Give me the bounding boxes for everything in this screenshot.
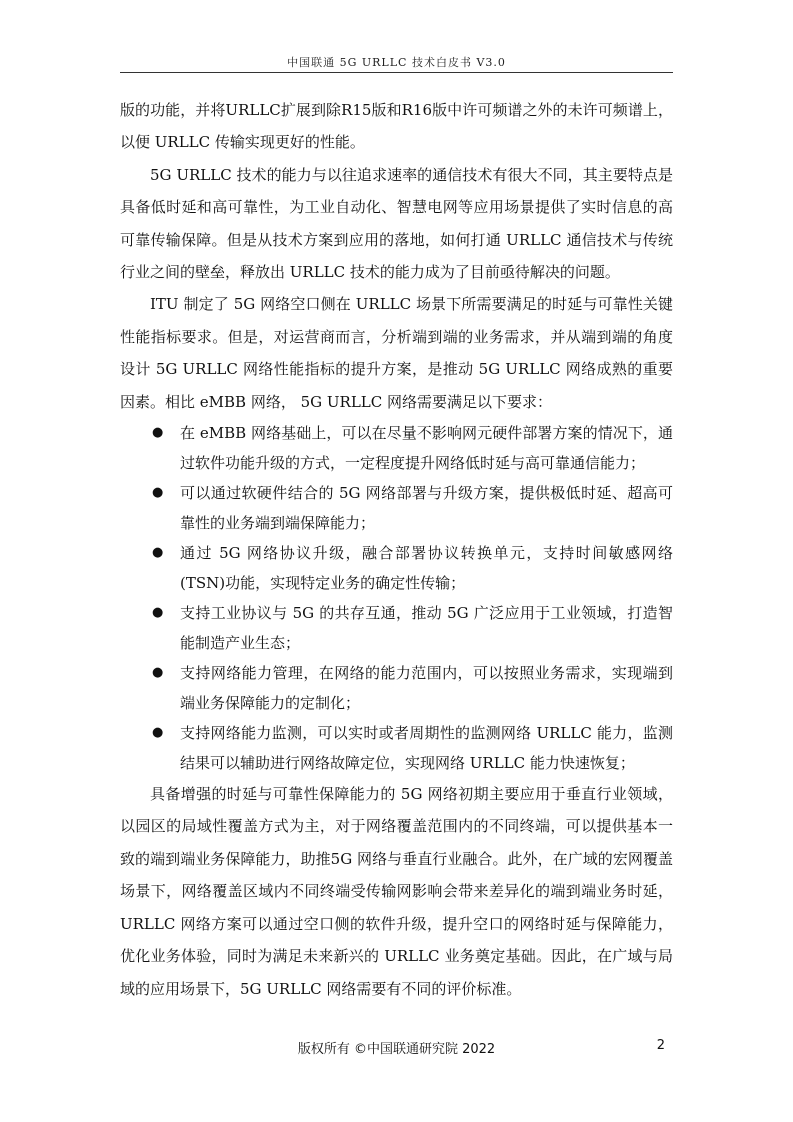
list-item [120,478,673,538]
paragraph-conclusion: 具备增强的时延与可靠性保障能力的 5G 网络初期主要应用于垂直行业领域，以园区的局域性覆盖方式为主，对于网络覆盖范围内的不同终端，可以提供基本一致的端到端业务保障能力，助推5G 网络与垂直行业融合。此外，在广域的宏网覆盖场景下，网络覆盖区域内不同终端受传输网影响会带来差异化的端到端业务时延，URLLC 网络方案可以通过空口侧的软件升级，提升空口的网络时延与保障能力，优化业务体验，同时为满足未来新兴的 URLLC 业务奠定基础。因此，在广域与局域的应用场景下，5G URLLC 网络需要有不同的评价标准。 [120,785,673,998]
document-body [120,94,673,1005]
paragraph-urllc-capability: 5G URLLC 技术的能力与以往追求速率的通信技术有很大不同，其主要特点是具备低时延和高可靠性，为工业自动化、智慧电网等应用场景提供了实时信息的高可靠传输保障。但是从技术方案到应用的落地，如何打通 URLLC 通信技术与传统行业之间的壁垒，释放出 URLLC 技术的能力成为了目前亟待解决的问题。 [120,165,673,282]
list-item-text: 通过 5G 网络协议升级，融合部署协议转换单元，支持时间敏感网络(TSN)功能，实现特定业务的确定性传输； [180,544,673,593]
list-item-text: 支持网络能力监测，可以实时或者周期性的监测网络 URLLC 能力，监测结果可以辅助进行网络故障定位，实现网络 URLLC 能力快速恢复； [180,724,673,773]
page-footer [120,1038,673,1058]
list-item [120,538,673,598]
bullet-icon: ● [152,425,164,441]
list-item [120,658,673,718]
bullet-icon: ● [152,725,164,741]
paragraph-itu-requirements: ITU 制定了 5G 网络空口侧在 URLLC 场景下所需要满足的时延与可靠性关键性能指标要求。但是，对运营商而言，分析端到端的业务需求，并从端到端的角度设计 5G URLLC 网络性能指标的提升方案，是推动 5G URLLC 网络成熟的重要因素。相比 eMBB 网络， 5G URLLC 网络需要满足以下要求： [120,295,673,411]
list-item-text: 在 eMBB 网络基础上，可以在尽量不影响网元硬件部署方案的情况下，通过软件功能升级的方式，一定程度提升网络低时延与高可靠通信能力； [180,424,673,473]
list-item-text: 支持网络能力管理，在网络的能力范围内，可以按照业务需求，实现端到端业务保障能力的定制化； [180,664,673,713]
list-item [120,418,673,478]
list-item-text: 支持工业协议与 5G 的共存互通，推动 5G 广泛应用于工业领域，打造智能制造产业生态； [180,604,673,653]
bullet-icon: ● [152,545,164,561]
page-header-title: 中国联通 5G URLLC 技术白皮书 V3.0 [287,56,506,69]
page-number: 2 [656,1038,665,1053]
footer-copyright: 版权所有 ©中国联通研究院 2022 [297,1042,496,1057]
requirements-list [120,418,673,778]
list-item [120,598,673,658]
bullet-icon: ● [152,605,164,621]
list-item-text: 可以通过软硬件结合的 5G 网络部署与升级方案，提供极低时延、超高可靠性的业务端到端保障能力； [180,484,673,533]
paragraph-continuation: 版的功能，并将URLLC扩展到除R15版和R16版中许可频谱之外的未许可频谱上，以便 URLLC 传输实现更好的性能。 [120,101,673,152]
bullet-icon: ● [152,665,164,681]
bullet-icon: ● [152,485,164,501]
header-divider [120,72,673,73]
list-item [120,718,673,778]
